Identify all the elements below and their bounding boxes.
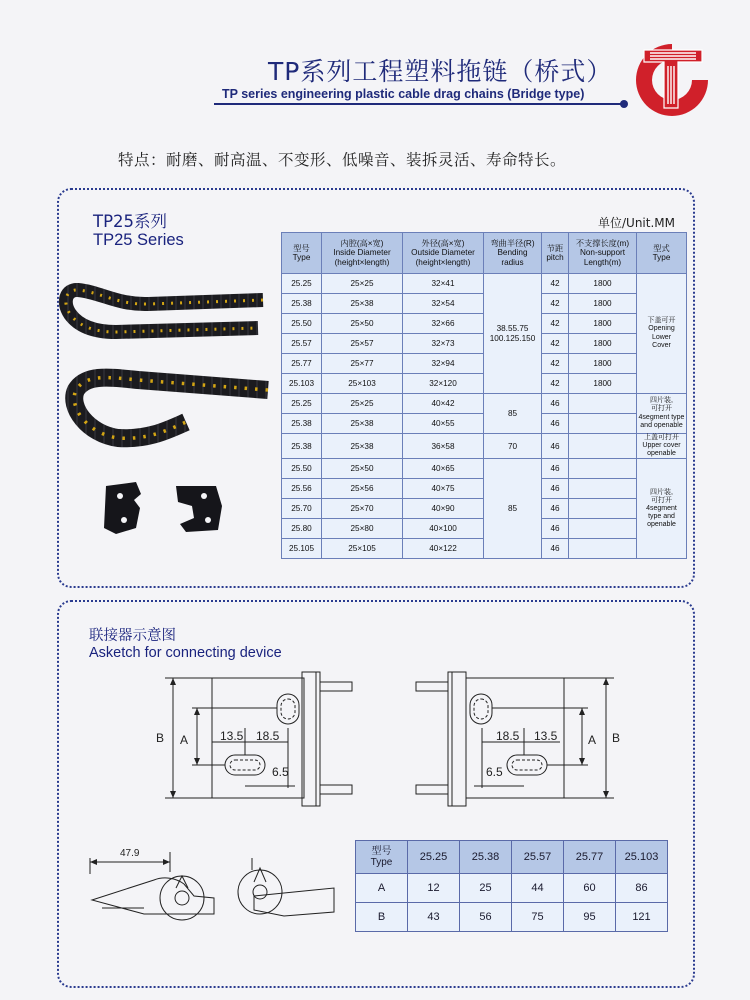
cell-pitch: 46	[542, 499, 569, 519]
cell-inside: 25×70	[322, 499, 403, 519]
spec-table	[281, 232, 687, 559]
cell-inside: 25×38	[322, 414, 403, 434]
dim-47-9: 47.9	[120, 848, 140, 859]
cell-outside: 32×73	[403, 334, 484, 354]
series-title-en: TP25 Series	[93, 231, 184, 249]
page-title-cn: TP系列工程塑料拖链（桥式）	[268, 57, 613, 86]
connector-drawing-left	[150, 668, 370, 818]
style-3-line-3: openable	[647, 450, 676, 458]
col-header-inside-unit: (height×length)	[334, 257, 390, 267]
cell-pitch: 46	[542, 479, 569, 499]
dim-cell: 95	[564, 903, 616, 932]
style-4-line-5: openable	[647, 520, 676, 528]
cell-length	[569, 499, 637, 519]
cell-pitch: 46	[542, 394, 569, 414]
col-header-style-cn: 型式	[653, 243, 670, 253]
cell-type: 25.25	[282, 394, 322, 414]
cell-length: 1800	[569, 354, 637, 374]
drag-chain-photo	[58, 262, 280, 462]
cell-type: 25.38	[282, 294, 322, 314]
dim-label-A-right: A	[588, 733, 597, 747]
col-header-inside-cn: 内腔(高×宽)	[340, 238, 384, 248]
dimension-table	[355, 840, 668, 932]
cell-type: 25.80	[282, 519, 322, 539]
cell-outside: 32×41	[403, 274, 484, 294]
style-1-line-2: Opening	[648, 325, 675, 333]
dim-6-5-right: 6.5	[486, 765, 503, 779]
dim-cell: 12	[408, 874, 460, 903]
cell-inside: 25×38	[322, 294, 403, 314]
col-header-outside-cn: 外径(高×宽)	[421, 238, 465, 248]
company-logo	[632, 42, 712, 118]
cell-outside: 32×66	[403, 314, 484, 334]
radius-value-1a: 38.55.75	[496, 324, 529, 334]
features-text: 特点：耐磨、耐高温、不变形、低噪音、装拆灵活、寿命特长。	[118, 151, 567, 169]
table-row	[356, 874, 668, 903]
style-4-line-3: 4segment	[646, 504, 677, 512]
cell-pitch: 42	[542, 374, 569, 394]
spec-table-header-row	[282, 233, 687, 274]
cell-pitch: 46	[542, 434, 569, 459]
cell-length: 1800	[569, 274, 637, 294]
dim-cell: 25	[460, 874, 512, 903]
col-header-pitch-en: pitch	[546, 253, 564, 262]
col-header-radius-en2: radius	[501, 257, 524, 267]
page-title-en: TP series engineering plastic cable drag chains (Bridge type)	[222, 87, 585, 101]
cell-type: 25.77	[282, 354, 322, 374]
cell-length: 1800	[569, 334, 637, 354]
dim-cell: 75	[512, 903, 564, 932]
cell-type: 25.103	[282, 374, 322, 394]
cell-length	[569, 479, 637, 499]
cell-radius-group-3: 70	[484, 434, 542, 459]
cell-length	[569, 539, 637, 559]
dim-col-header: 25.25	[408, 841, 460, 874]
col-header-length-cn: 不支撑长度(m)	[575, 238, 630, 248]
cell-pitch: 46	[542, 459, 569, 479]
cell-type: 25.25	[282, 274, 322, 294]
cell-radius-group-1	[484, 274, 542, 394]
cell-outside: 36×58	[403, 434, 484, 459]
cell-inside: 25×80	[322, 519, 403, 539]
cell-length	[569, 519, 637, 539]
cell-outside: 32×94	[403, 354, 484, 374]
table-row	[282, 274, 687, 294]
col-header-outside-unit: (height×length)	[415, 257, 471, 267]
dim-table-header-row	[356, 841, 668, 874]
dim-label-A: A	[180, 733, 189, 747]
col-header-style	[637, 233, 687, 274]
cell-outside: 40×65	[403, 459, 484, 479]
cell-type: 25.57	[282, 334, 322, 354]
bracket-side-view-drawing	[84, 838, 344, 928]
dim-row-label: A	[356, 874, 408, 903]
cell-type: 25.70	[282, 499, 322, 519]
col-header-radius-cn: 弯曲半径(R)	[490, 238, 535, 248]
cell-outside: 32×120	[403, 374, 484, 394]
cell-length	[569, 414, 637, 434]
style-2-line-4: and openable	[640, 421, 683, 429]
cell-length: 1800	[569, 294, 637, 314]
style-4-line-1: 四片装,	[650, 488, 673, 496]
header-rule-dot	[620, 100, 628, 108]
cell-inside: 25×25	[322, 394, 403, 414]
dim-18-5: 18.5	[256, 729, 280, 743]
cell-inside: 25×25	[322, 274, 403, 294]
dim-18-5-right: 18.5	[496, 729, 520, 743]
col-header-type	[282, 233, 322, 274]
cell-outside: 40×122	[403, 539, 484, 559]
dim-type-label-cn: 型号	[371, 846, 392, 857]
cell-inside: 25×103	[322, 374, 403, 394]
dim-cell: 56	[460, 903, 512, 932]
col-header-inside-en: Inside Diameter	[333, 248, 391, 258]
cell-type: 25.56	[282, 479, 322, 499]
dim-cell: 60	[564, 874, 616, 903]
col-header-pitch	[542, 233, 569, 274]
cell-radius-group-4: 85	[484, 459, 542, 559]
cell-type: 25.38	[282, 414, 322, 434]
cell-length: 1800	[569, 314, 637, 334]
style-1-line-1: 下盖可开	[647, 317, 676, 325]
cell-outside: 40×100	[403, 519, 484, 539]
cell-outside: 40×55	[403, 414, 484, 434]
dim-label-B-right: B	[612, 731, 621, 745]
col-header-style-en: Type	[652, 253, 671, 262]
connector-brackets-photo	[96, 478, 236, 538]
col-header-length-en1: Non-support	[579, 248, 626, 258]
cell-length	[569, 434, 637, 459]
cell-inside: 25×57	[322, 334, 403, 354]
cell-inside: 25×38	[322, 434, 403, 459]
header-rule	[214, 103, 624, 105]
cell-pitch: 46	[542, 414, 569, 434]
dim-col-header-type	[356, 841, 408, 874]
dim-col-header: 25.77	[564, 841, 616, 874]
cell-pitch: 42	[542, 314, 569, 334]
cell-inside: 25×77	[322, 354, 403, 374]
cell-length: 1800	[569, 374, 637, 394]
style-2-line-3: 4segment type	[638, 413, 685, 421]
style-1-line-4: Cover	[652, 341, 671, 349]
series-title-cn: TP25系列	[93, 212, 168, 231]
cell-length	[569, 459, 637, 479]
table-row	[356, 903, 668, 932]
cell-style-group-1	[637, 274, 687, 394]
dim-col-header: 25.57	[512, 841, 564, 874]
cell-pitch: 42	[542, 354, 569, 374]
dim-13-5: 13.5	[220, 729, 244, 743]
dim-row-label: B	[356, 903, 408, 932]
style-4-line-4: type and	[648, 512, 675, 520]
cell-style-group-4	[637, 459, 687, 559]
connector-title-en: Asketch for connecting device	[89, 645, 282, 661]
dim-cell: 86	[616, 874, 668, 903]
col-header-length-en2: Length(m)	[583, 257, 622, 267]
cell-outside: 40×90	[403, 499, 484, 519]
dim-6-5: 6.5	[272, 765, 289, 779]
style-1-line-3: Lower	[651, 333, 672, 341]
style-3-line-1: 上盖可打开	[644, 434, 679, 441]
cell-radius-group-2: 85	[484, 394, 542, 434]
style-3-line-2: Upper cover	[642, 442, 681, 450]
cell-length	[569, 394, 637, 414]
cell-type: 25.50	[282, 314, 322, 334]
cell-pitch: 42	[542, 294, 569, 314]
dim-col-header: 25.103	[616, 841, 668, 874]
dim-label-B: B	[156, 731, 165, 745]
table-row	[282, 394, 687, 414]
col-header-outside-en: Outside Diameter	[411, 248, 475, 258]
dim-cell: 43	[408, 903, 460, 932]
cell-style-group-3	[637, 434, 687, 459]
table-row	[282, 459, 687, 479]
cell-outside: 40×75	[403, 479, 484, 499]
cell-outside: 40×42	[403, 394, 484, 414]
col-header-radius	[484, 233, 542, 274]
col-header-radius-en1: Bending	[497, 248, 528, 258]
radius-value-1b: 100.125.150	[489, 333, 536, 343]
connector-title-cn: 联接器示意图	[89, 628, 176, 644]
table-row	[282, 434, 687, 459]
dim-cell: 121	[616, 903, 668, 932]
col-header-type-cn: 型号	[293, 243, 310, 253]
cell-pitch: 46	[542, 519, 569, 539]
connector-drawing-right	[412, 668, 632, 818]
cell-inside: 25×50	[322, 459, 403, 479]
cell-type: 25.105	[282, 539, 322, 559]
cell-pitch: 42	[542, 334, 569, 354]
cell-pitch: 46	[542, 539, 569, 559]
unit-label: 单位/Unit.MM	[598, 216, 675, 230]
dim-type-label-en: Type	[370, 857, 393, 868]
cell-type: 25.38	[282, 434, 322, 459]
style-4-line-2: 可打开	[651, 496, 672, 504]
col-header-pitch-cn: 节距	[546, 243, 564, 253]
dim-cell: 44	[512, 874, 564, 903]
cell-style-group-2	[637, 394, 687, 434]
col-header-inside	[322, 233, 403, 274]
cell-pitch: 42	[542, 274, 569, 294]
style-2-line-2: 可打开	[651, 405, 672, 413]
dim-13-5-right: 13.5	[534, 729, 558, 743]
cell-inside: 25×56	[322, 479, 403, 499]
col-header-outside	[403, 233, 484, 274]
cell-inside: 25×105	[322, 539, 403, 559]
dim-col-header: 25.38	[460, 841, 512, 874]
col-header-length	[569, 233, 637, 274]
cell-inside: 25×50	[322, 314, 403, 334]
cell-outside: 32×54	[403, 294, 484, 314]
cell-type: 25.50	[282, 459, 322, 479]
col-header-type-en: Type	[292, 253, 311, 262]
style-2-line-1: 四片装,	[650, 397, 673, 405]
